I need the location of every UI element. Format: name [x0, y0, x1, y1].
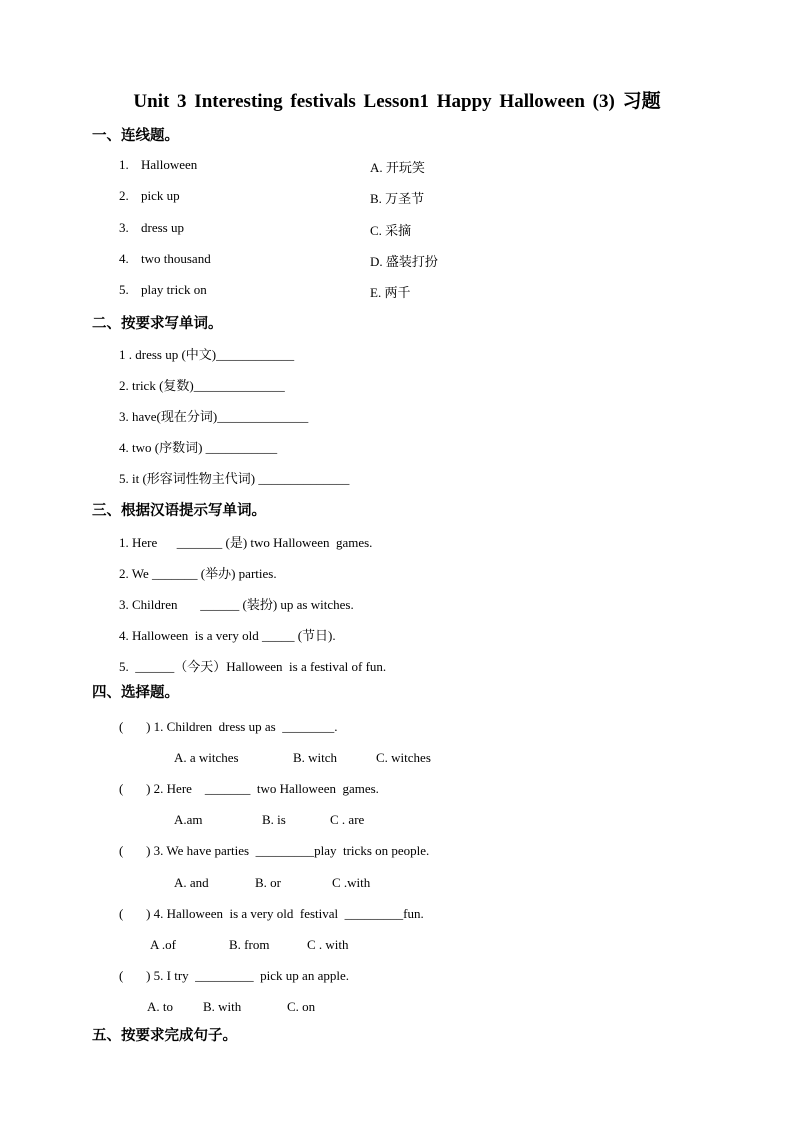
write-word-item: 1 . dress up (中文)____________ — [119, 347, 295, 362]
match-left-item: 1. Halloween — [119, 157, 198, 172]
choice-option: B. witch — [293, 750, 338, 765]
fill-in-item: 1. Here _______ (是) two Halloween games. — [119, 535, 373, 550]
choice-option: B. from — [229, 937, 270, 952]
choice-option: A.am — [174, 812, 203, 827]
choice-option: A. to — [147, 999, 173, 1014]
section-4-heading: 四、选择题。 — [92, 685, 179, 701]
match-left-item: 3. dress up — [119, 220, 184, 235]
choice-option: C .with — [332, 875, 371, 890]
fill-in-item: 3. Children ______ (装扮) up as witches. — [119, 597, 354, 612]
section-3-heading: 三、根据汉语提示写单词。 — [92, 503, 266, 519]
choice-question: ( ) 4. Halloween is a very old festival _________fun. — [119, 906, 424, 921]
choice-question: ( ) 5. I try _________ pick up an apple. — [119, 968, 349, 983]
choice-option: C . are — [330, 812, 365, 827]
choice-option: B. is — [262, 812, 286, 827]
match-right-item: B. 万圣节 — [370, 191, 425, 206]
page-title: Unit 3 Interesting festivals Lesson1 Happy Halloween (3) 习题 — [133, 91, 661, 112]
match-left-item: 5. play trick on — [119, 282, 207, 297]
choice-option: B. or — [255, 875, 281, 890]
choice-option: C. witches — [376, 750, 431, 765]
choice-question: ( ) 1. Children dress up as ________. — [119, 719, 338, 734]
fill-in-item: 5. ______（今天）Halloween is a festival of fun. — [119, 659, 387, 674]
choice-option: A. and — [174, 875, 209, 890]
section-1-heading: 一、连线题。 — [92, 128, 179, 144]
choice-option: A. a witches — [174, 750, 239, 765]
section-5-heading: 五、按要求完成句子。 — [92, 1028, 237, 1044]
choice-option: A .of — [150, 937, 176, 952]
match-left-item: 2. pick up — [119, 188, 180, 203]
write-word-item: 5. it (形容词性物主代词) ______________ — [119, 471, 350, 486]
choice-option: C. on — [287, 999, 316, 1014]
choice-option: B. with — [203, 999, 242, 1014]
match-right-item: A. 开玩笑 — [370, 160, 425, 175]
fill-in-item: 2. We _______ (举办) parties. — [119, 566, 277, 581]
match-left-item: 4. two thousand — [119, 251, 211, 266]
section-2-heading: 二、按要求写单词。 — [92, 316, 223, 332]
choice-question: ( ) 3. We have parties _________play tricks on people. — [119, 843, 430, 858]
match-right-item: E. 两千 — [370, 285, 411, 300]
write-word-item: 4. two (序数词) ___________ — [119, 440, 278, 455]
match-right-item: C. 采摘 — [370, 223, 412, 238]
choice-question: ( ) 2. Here _______ two Halloween games. — [119, 781, 379, 796]
write-word-item: 3. have(现在分词)______________ — [119, 409, 309, 424]
write-word-item: 2. trick (复数)______________ — [119, 378, 285, 393]
fill-in-item: 4. Halloween is a very old _____ (节日). — [119, 628, 336, 643]
match-right-item: D. 盛装打扮 — [370, 254, 438, 269]
choice-option: C . with — [307, 937, 349, 952]
